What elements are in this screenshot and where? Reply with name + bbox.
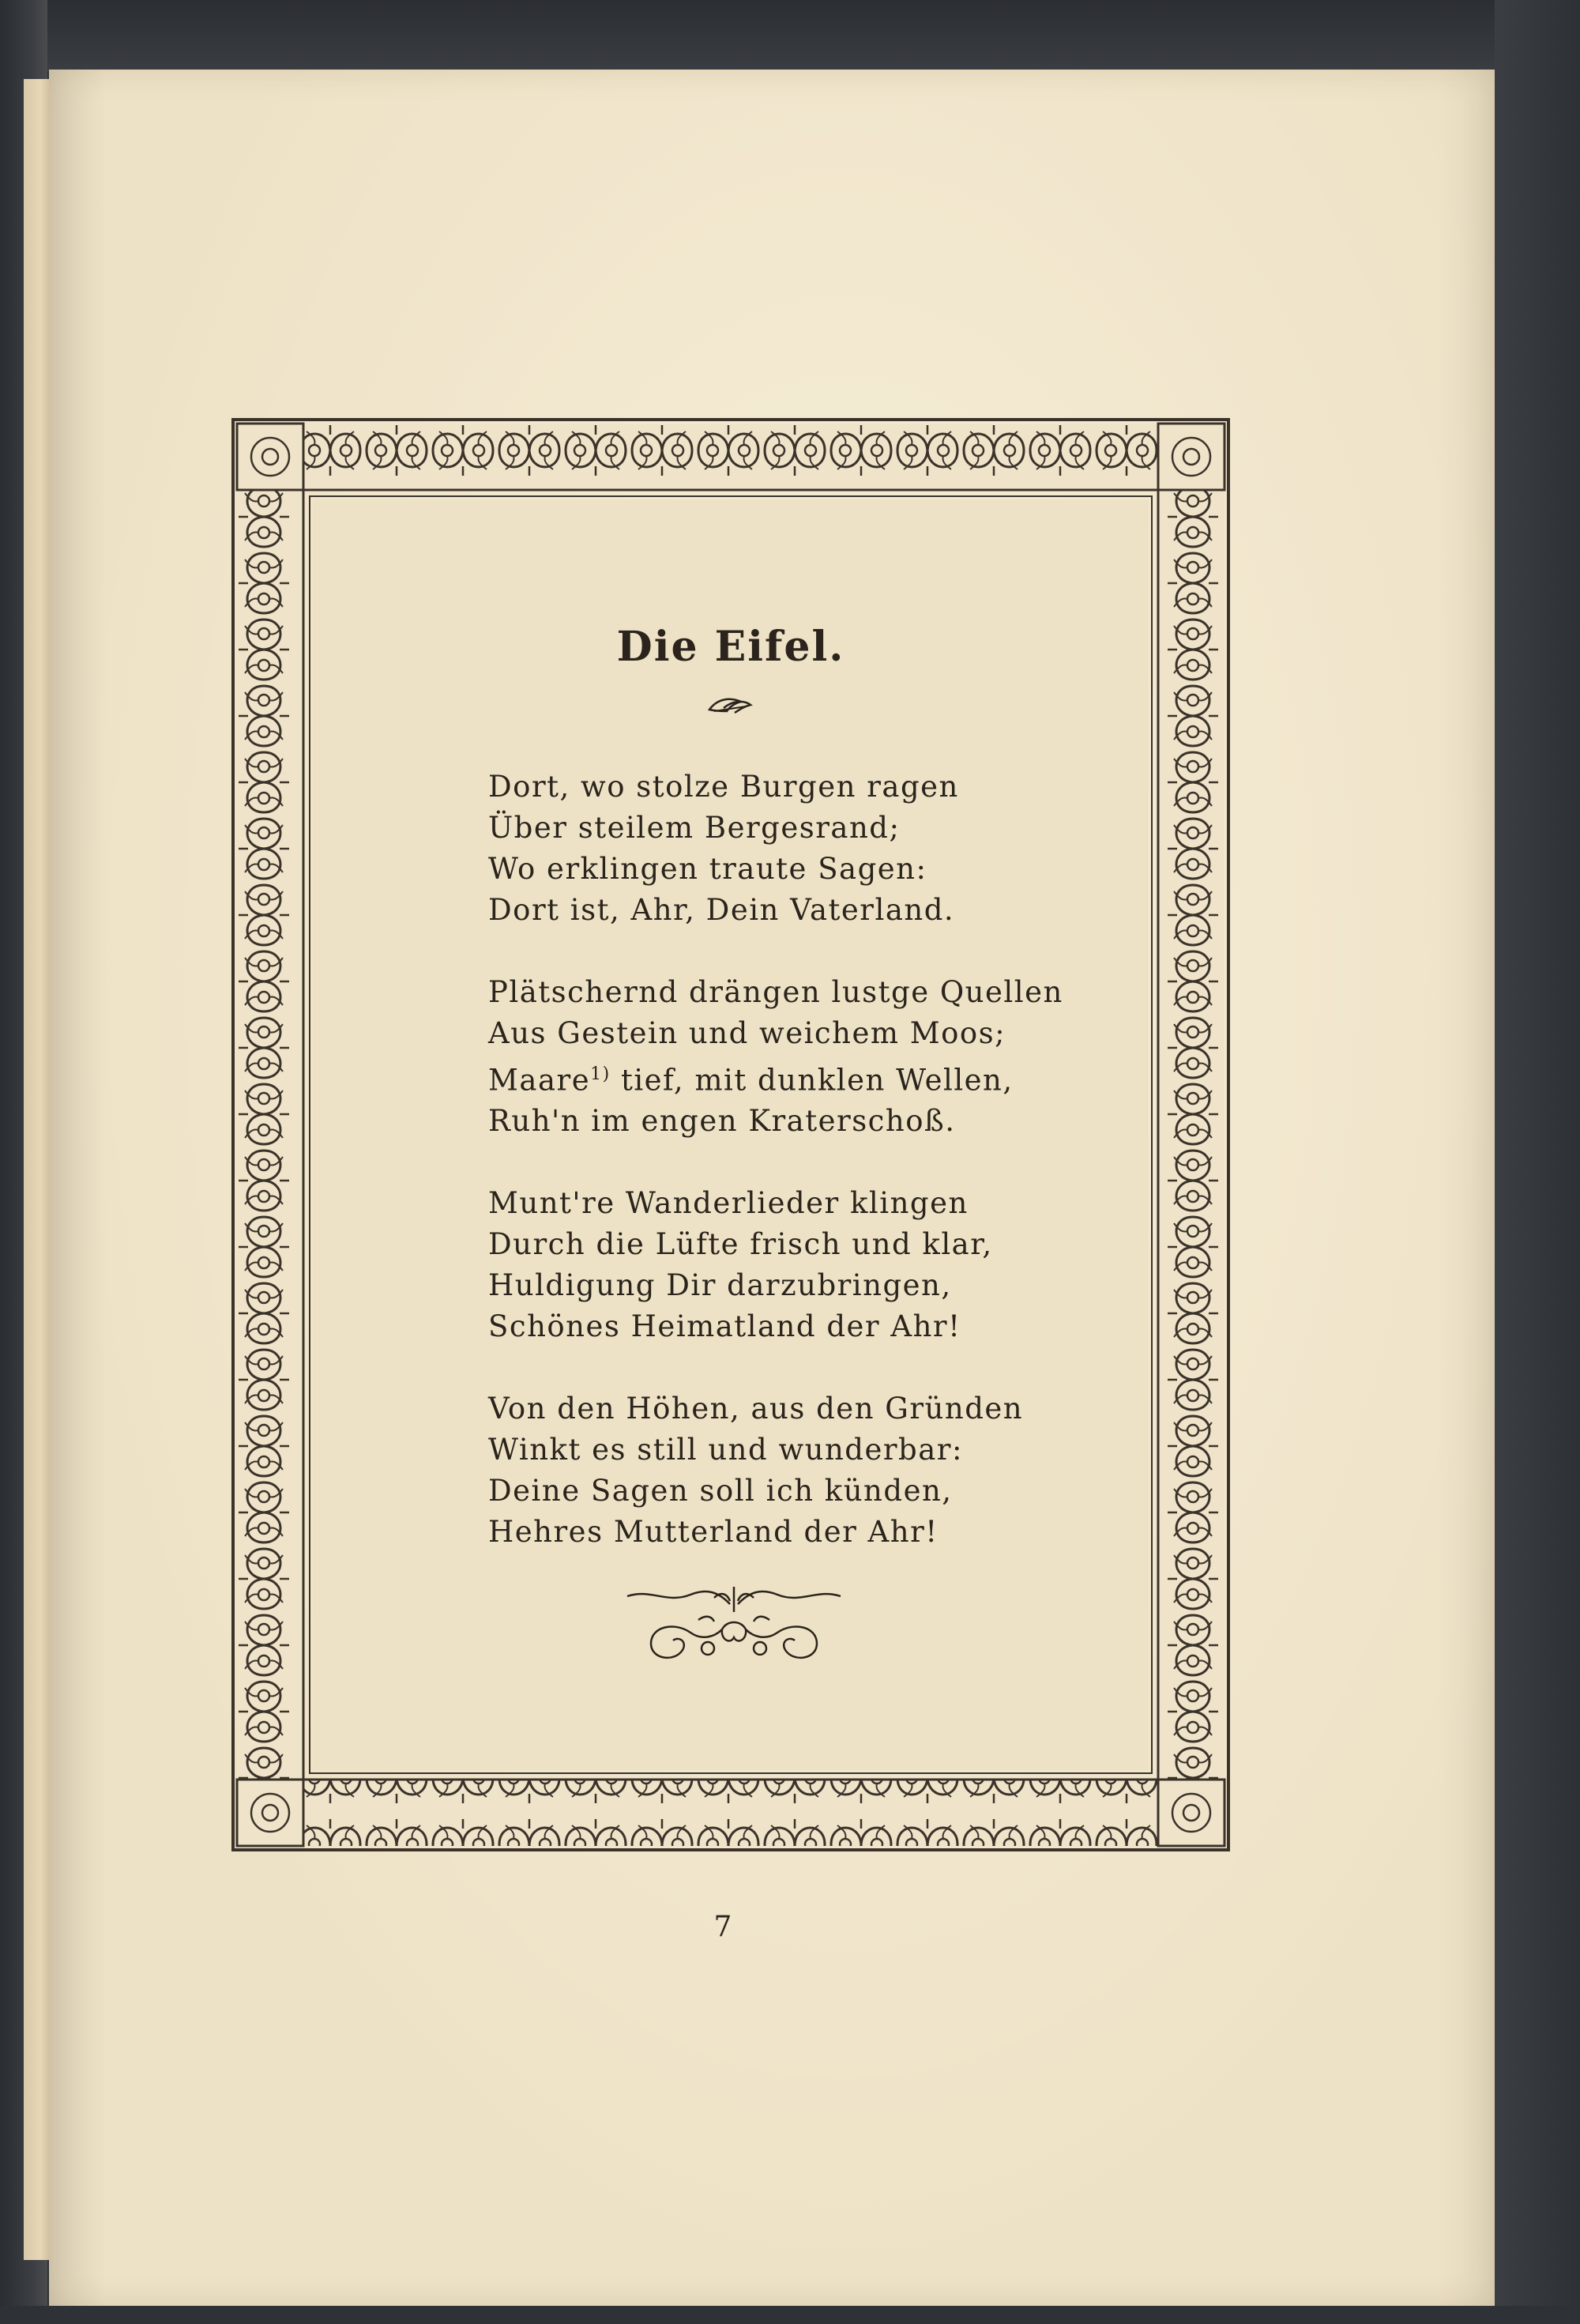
poem-line: Munt're Wanderlieder klingen: [488, 1186, 969, 1221]
poem-body: [488, 767, 1120, 1594]
poem-line: Durch die Lüfte frisch und klar,: [488, 1227, 993, 1262]
poem-area: [319, 490, 1142, 1770]
poem-line: Dort ist, Ahr, Dein Vaterland.: [488, 893, 955, 927]
book-cover-bottom: [0, 2306, 1580, 2324]
poem-title: Die Eifel.: [616, 623, 845, 671]
footnote-mark: 1): [590, 1064, 611, 1084]
book-cover-top: [0, 0, 1580, 71]
tail-scroll-ornament: [619, 1580, 848, 1667]
poem-line: Huldigung Dir darzubringen,: [488, 1268, 952, 1303]
poem-line: Dort, wo stolze Burgen ragen: [488, 770, 959, 804]
title-leaf-ornament: [706, 692, 754, 716]
poem-line: Deine Sagen soll ich künden,: [488, 1474, 953, 1509]
poem-line: Plätschernd drängen lustge Quellen: [488, 975, 1063, 1009]
book-cover-right: [1495, 0, 1580, 2324]
poem-line: Winkt es still und wunderbar:: [488, 1433, 963, 1467]
poem-line: Wo erklingen traute Sagen:: [488, 852, 927, 886]
stanza-2: [488, 972, 1120, 1142]
poem-line-with-footnote: [488, 1054, 1120, 1101]
poem-line: Von den Höhen, aus den Gründen: [488, 1392, 1024, 1426]
footnote-word: Maare: [488, 1063, 591, 1098]
poem-line: Ruh'n im engen Kraterschoß.: [488, 1104, 956, 1139]
poem-line: Über steilem Bergesrand;: [488, 811, 901, 845]
page-number: 7: [713, 1911, 732, 1943]
poem-line: Schönes Heimatland der Ahr!: [488, 1309, 961, 1344]
poem-line-rest: tief, mit dunklen Wellen,: [620, 1063, 1014, 1098]
stanza-1: [488, 767, 1120, 931]
stanza-4: [488, 1388, 1120, 1553]
stanza-3: [488, 1183, 1120, 1347]
poem-line: Aus Gestein und weichem Moos;: [488, 1016, 1006, 1050]
poem-line: Hehres Mutterland der Ahr!: [488, 1515, 939, 1550]
